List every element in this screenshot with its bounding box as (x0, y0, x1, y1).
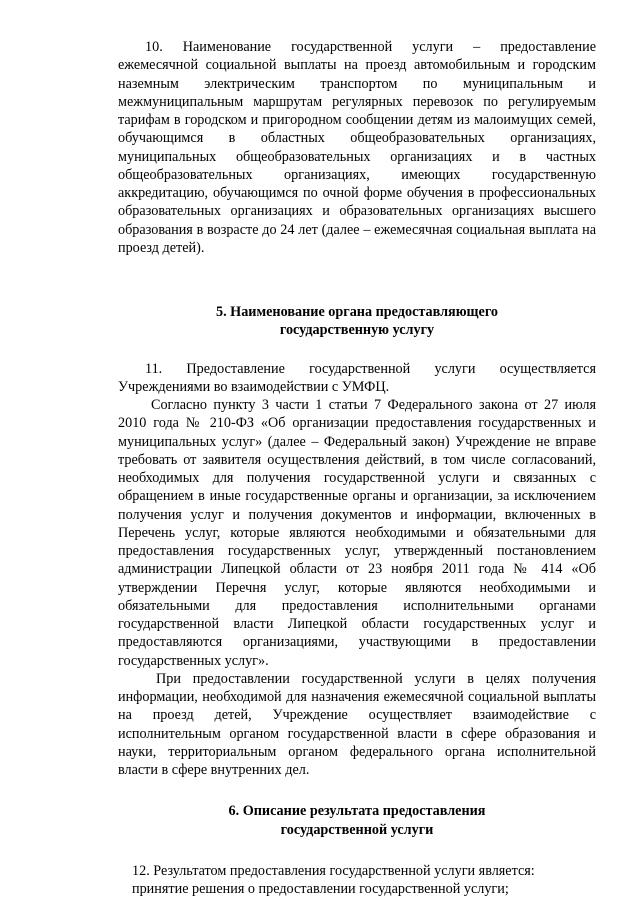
spacer (118, 839, 596, 862)
section-5-title-line2: государственную услугу (279, 322, 435, 339)
paragraph-12-item: принятие решения о предоставлении государственной услуги; (132, 881, 509, 897)
paragraph-11: 11. Предоставление государственной услуги осуществляется Учреждениями во взаимодействии с УМФЦ. (118, 360, 596, 395)
section-5-heading (118, 303, 596, 340)
paragraph-11-interaction: При предоставлении государственной услуги в целях получения информации, необходимой для назначения ежемесячной социальной выплаты на проезд детей, Учреждение осуществляет взаимодействие с исполнительным органом государственной власти в сфере образования и науки, территориальным органом федерального органа исполнительной власти в сфере внутренних дел. (118, 670, 596, 778)
spacer (118, 779, 596, 802)
section-6-heading (118, 802, 596, 839)
paragraph-11-law: Согласно пункту 3 части 1 статьи 7 Федерального закона от 27 июля 2010 года № 210-ФЗ «Об организации предоставления государственных и муниципальных услуг» (далее – Федеральный закон) Учреждение не вправе требовать от заявителя осуществления действий, в том числе согласований, необходимых для получения государственной услуги и связанных с обращением в иные государственные органы и организации, за исключением получения услуг и получения документов и информации, включенных в Перечень услуг, которые являются необходимыми и обязательными для предоставления государственных услуг, утвержденный постановлением администрации Липецкой области от 23 ноября 2011 года № 414 «Об утверждении Перечня услуг, которые являются необходимыми и обязательными для предоставления исполнительными органами государственной власти Липецкой области государственных услуг и предоставляются организациями, участвующими в предоставлении государственных услуг». (118, 397, 596, 669)
spacer (118, 257, 596, 303)
section-6-title-line2: государственной услуги (280, 821, 434, 838)
section-6-title-line1: 6. Описание результата предоставления (228, 803, 486, 820)
spacer (118, 340, 596, 360)
document-body (118, 38, 596, 898)
paragraph-10: 10. Наименование государственной услуги – предоставление ежемесячной социальной выплаты на проезд автомобильным и городским наземным электрическим транспортом по муниципальным и межмуниципальным маршрутам регулярных перевозок по регулируемым тарифам в городском и пригородном сообщении детям из малоимущих семей, обучающимся в областных общеобразовательных организациях, муниципальных общеобразовательных организациях и в частных общеобразовательных организациях, имеющих государственную аккредитацию, обучающимся по очной форме обучения в профессиональных образовательных организациях и образовательных организациях высшего образования в возрасте до 24 лет (далее – ежемесячная социальная выплата на проезд детей). (118, 39, 596, 256)
paragraph-12: 12. Результатом предоставления государственной услуги является: (132, 862, 535, 879)
section-5-title-line1: 5. Наименование органа предоставляющего (215, 304, 499, 320)
